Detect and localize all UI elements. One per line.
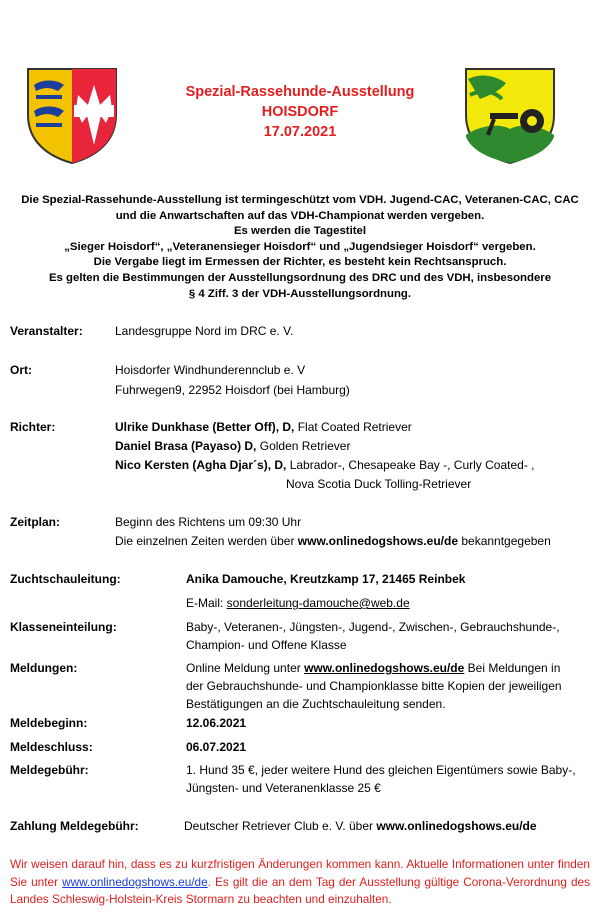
notice-text: Wir weisen darauf hin, dass es zu kurzfristigen Änderungen kommen kann. Aktuelle Informationen unter finden Sie unter [10, 857, 590, 889]
intro-line: Es gelten die Bestimmungen der Ausstellungsordnung des DRC und des VDH, insbesondere [48, 271, 552, 284]
onlinedogshows-link[interactable]: www.onlinedogshows.eu/de [304, 661, 465, 675]
meldungen-text-end: Bei Meldungen in [464, 661, 561, 675]
intro-line: § 4 Ziff. 3 der VDH-Ausstellungsordnung. [188, 287, 412, 300]
judge-name: Ulrike Dunkhase (Better Off), D, [115, 420, 295, 434]
email-label: E-Mail: [186, 596, 227, 610]
header-title-line2: HOISDORF [261, 104, 339, 120]
zeitplan-line1: Beginn des Richtens um 09:30 Uhr [115, 515, 302, 529]
meldeschluss-label: Meldeschluss: [10, 740, 93, 754]
zuchtschauleitung-value: Anika Damouche, Kreutzkamp 17, 21465 Reinbek [186, 572, 466, 586]
klasseneinteilung-label: Klasseneinteilung: [10, 620, 117, 634]
meldungen-text: Online Meldung unter [186, 661, 305, 675]
email-row [186, 594, 410, 613]
notice-text-end: . Es gilt die an dem Tag der Ausstellung gültige Corona-Verordnung des Landes Schleswig-Holstein-Kreis Stormarn zu beachten und einzuhalten. [10, 874, 591, 906]
intro-line: und die Anwartschaften auf das VDH-Championat werden vergeben. [115, 209, 485, 222]
ort-line1: Hoisdorfer Windhunderennclub e. V [115, 363, 306, 377]
judge-row [115, 418, 412, 437]
intro-line: Es werden die Tagestitel [233, 225, 367, 238]
meldeschluss-value: 06.07.2021 [186, 740, 247, 754]
intro-paragraph [20, 193, 580, 302]
veranstalter-label: Veranstalter: [10, 324, 83, 338]
meldegebuehr-line1: 1. Hund 35 €, jeder weitere Hund des gleichen Eigentümers sowie Baby-, [186, 763, 576, 777]
meldungen-line3: Bestätigungen an die Zuchtschauleitung senden. [186, 697, 446, 711]
meldegebuehr-line2: Jüngsten- und Veteranenklasse 25 € [186, 781, 381, 795]
onlinedogshows-link[interactable]: www.onlinedogshows.eu/de [376, 819, 537, 833]
notice-link[interactable]: www.onlinedogshows.eu/de [62, 874, 208, 889]
meldungen-line1 [186, 659, 560, 678]
hoisdorf-coat-of-arms [460, 65, 560, 165]
judge-breeds: Flat Coated Retriever [294, 420, 412, 434]
veranstalter-value: Landesgruppe Nord im DRC e. V. [115, 324, 294, 338]
judge-name: Nico Kersten (Agha Djar´s), D, [115, 458, 287, 472]
judge-row [115, 456, 535, 475]
judge-breeds: Golden Retriever [256, 439, 351, 453]
judge-row [115, 437, 350, 456]
zuchtschauleitung-label: Zuchtschauleitung: [10, 572, 121, 586]
email-link[interactable]: sonderleitung-damouche@web.de [226, 596, 410, 610]
meldungen-line2: der Gebrauchshunde- und Championklasse bitte Kopien der jeweiligen [186, 679, 562, 693]
intro-line: Die Vergabe liegt im Ermessen der Richter, es besteht kein Rechtsanspruch. [93, 256, 507, 269]
meldegebuehr-label: Meldegebühr: [10, 763, 89, 777]
judge-breeds-continuation: Nova Scotia Duck Tolling-Retriever [286, 477, 472, 491]
meldebeginn-label: Meldebeginn: [10, 716, 88, 730]
zahlung-label: Zahlung Meldegebühr: [10, 819, 139, 833]
klasseneinteilung-line2: Champion- und Offene Klasse [186, 638, 347, 652]
ort-line2: Fuhrwegen9, 22952 Hoisdorf (bei Hamburg) [115, 383, 350, 397]
intro-line: Die Spezial-Rassehunde-Ausstellung ist termingeschützt vom VDH. Jugend-CAC, Veteranen-CAC, CAC [21, 194, 579, 206]
zeitplan-line2 [115, 532, 551, 551]
meldungen-label: Meldungen: [10, 661, 78, 675]
meldebeginn-value: 12.06.2021 [186, 716, 247, 730]
header-date: 17.07.2021 [263, 124, 337, 140]
onlinedogshows-link[interactable]: www.onlinedogshows.eu/de [297, 534, 459, 548]
schleswig-holstein-coat-of-arms [22, 65, 122, 165]
zeitplan-text: Die einzelnen Zeiten werden über [115, 534, 298, 548]
intro-line: „Sieger Hoisdorf“, „Veteranensieger Hoisdorf“ und „Jugendsieger Hoisdorf“ vergeben. [64, 240, 536, 253]
zahlung-value [184, 817, 537, 836]
zeitplan-text-end: bekanntgegeben [458, 534, 551, 548]
klasseneinteilung-line1: Baby-, Veteranen-, Jüngsten-, Jugend-, Zwischen-, Gebrauchshunde-, [186, 620, 560, 634]
ort-label: Ort: [10, 363, 32, 377]
zeitplan-label: Zeitplan: [10, 515, 60, 529]
corona-notice [10, 856, 590, 909]
zahlung-text: Deutscher Retriever Club e. V. über [184, 819, 377, 833]
judge-name: Daniel Brasa (Payaso) D, [115, 439, 257, 453]
judge-breeds: Labrador-, Chesapeake Bay -, Curly Coated- , [286, 458, 535, 472]
header-title [150, 82, 450, 142]
richter-label: Richter: [10, 420, 56, 434]
header-title-line1: Spezial-Rassehunde-Ausstellung [185, 84, 415, 100]
